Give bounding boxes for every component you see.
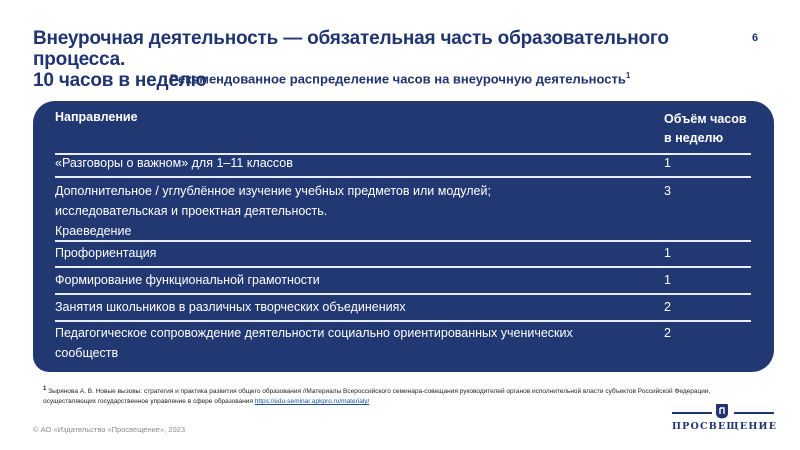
title-line-1: Внеурочная деятельность — обязательная часть образовательного процесса. (33, 28, 669, 70)
header-volume-line-1: Объём часов (664, 112, 747, 126)
caption-text: Рекомендованное распределение часов на внеурочную деятельность (169, 71, 626, 87)
page-number: 6 (752, 32, 759, 44)
row-hours: 1 (664, 156, 671, 170)
row-hours: 1 (664, 246, 671, 260)
header-volume-line-2: в неделю (664, 131, 724, 145)
footnote-number: 1 (43, 386, 47, 392)
row-direction: «Разговоры о важном» для 1–11 классов (55, 156, 293, 170)
row-direction: Профориентация (55, 246, 157, 260)
row-hours: 2 (664, 300, 671, 314)
copyright: © АО «Издательство «Просвещение», 2023 (33, 425, 185, 434)
row-direction (55, 323, 655, 363)
row-line: исследовательская и проектная деятельность. (55, 204, 328, 218)
row-divider (55, 293, 751, 295)
row-line: Краеведение (55, 224, 132, 238)
row-hours: 2 (664, 326, 671, 340)
row-divider (55, 240, 751, 242)
footnote (43, 384, 763, 407)
prosveshchenie-logo (668, 401, 778, 441)
row-line: Дополнительное / углублённое изучение учебных предметов или модулей; (55, 184, 491, 198)
row-line: сообществ (55, 346, 119, 360)
footnote-link[interactable]: https://edu-seminar.apkpro.ru/materialy/ (254, 398, 370, 406)
row-hours: 3 (664, 184, 671, 198)
shield-logo-icon (715, 403, 729, 419)
header-direction: Направление (55, 110, 138, 124)
row-divider (55, 320, 751, 322)
title-line-2: 10 часов в неделю (33, 70, 207, 91)
row-divider (55, 266, 751, 268)
footnote-text-2: осуществляющих государственное управление в сфере образования (43, 398, 253, 406)
row-direction (55, 181, 655, 241)
hours-table (33, 101, 774, 372)
header-volume (664, 110, 747, 148)
logo-text: ПРОСВЕЩЕНИЕ (672, 421, 778, 432)
row-hours: 1 (664, 273, 671, 287)
row-direction: Занятия школьников в различных творческих объединениях (55, 300, 406, 314)
row-divider (55, 176, 751, 178)
footnote-text: Зырянова А. В. Новые вызовы: стратегия и практика развития общего образования //Материалы Всероссийского семинара-совещания руководителей органов исполнительной власти субъектов Российской Федерации, (48, 388, 711, 396)
row-direction: Формирование функциональной грамотности (55, 273, 320, 287)
footnote-marker: 1 (625, 71, 631, 80)
row-line: Педагогическое сопровождение деятельности социально ориентированных ученических (55, 326, 573, 340)
table-caption (0, 71, 800, 86)
